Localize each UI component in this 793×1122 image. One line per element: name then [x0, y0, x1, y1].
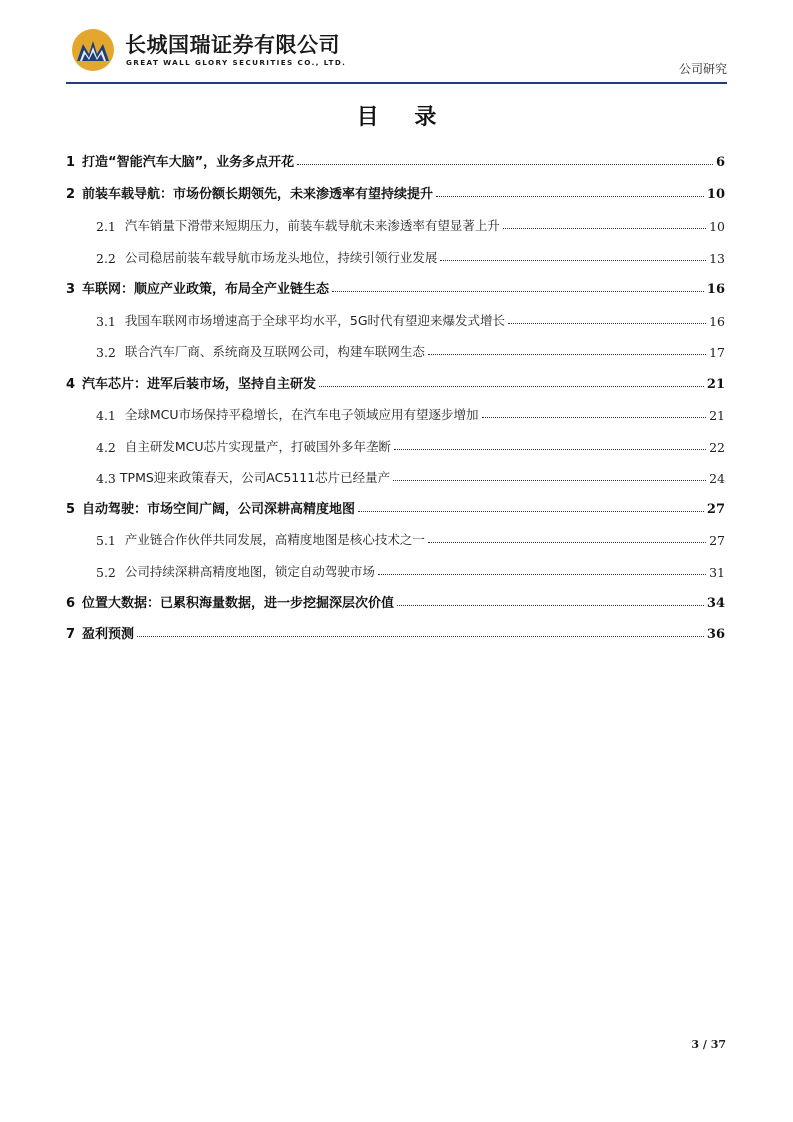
toc-entry-number: 5.2 [96, 565, 116, 580]
toc-entry-text: 自主研发MCU芯片实现量产，打破国外多年垄断 [124, 439, 392, 454]
toc-leader-dots [440, 260, 706, 261]
toc-leader-dots [358, 511, 704, 512]
toc-entry-text: 公司稳居前装车载导航市场龙头地位，持续引领行业发展 [124, 250, 438, 265]
toc-entry-number: 3 [66, 282, 76, 297]
page-header [66, 24, 727, 84]
toc-entry-text: 打造“智能汽车大脑”，业务多点开花 [82, 155, 295, 170]
toc-entry-text: TPMS迎来政策春天，公司AC5111芯片已经量产 [119, 470, 391, 485]
report-type-label: 公司研究 [678, 62, 727, 76]
toc-entry-number: 6 [66, 596, 76, 611]
toc-leader-dots [428, 354, 706, 355]
toc-entry[interactable] [96, 244, 725, 266]
toc-entry-page: 13 [709, 251, 725, 266]
toc-entry[interactable] [96, 433, 725, 455]
toc-entry-number: 2.1 [96, 219, 116, 234]
header-divider [66, 82, 727, 84]
toc-entry-page: 16 [709, 314, 725, 329]
toc-entry-text: 盈利预测 [82, 627, 135, 642]
toc-entry[interactable] [96, 307, 725, 329]
toc-entry-page: 31 [709, 565, 725, 580]
toc-leader-dots [137, 636, 704, 637]
toc-entry-number: 3.2 [96, 345, 116, 360]
toc-entry-number: 5.1 [96, 533, 116, 548]
toc-leader-dots [428, 542, 706, 543]
toc-entry-page: 27 [709, 533, 725, 548]
toc-entry-text: 公司持续深耕高精度地图，锁定自动驾驶市场 [124, 564, 375, 579]
toc-entry-text: 产业链合作伙伴共同发展，高精度地图是核心技术之一 [124, 532, 425, 547]
toc-entry-number: 2 [66, 187, 76, 202]
toc-entry-page: 36 [706, 627, 725, 642]
toc-leader-dots [394, 449, 706, 450]
toc-entry[interactable] [96, 338, 725, 360]
toc-entry-text: 全球MCU市场保持平稳增长，在汽车电子领域应用有望逐步增加 [124, 407, 479, 422]
toc-entry-page: 24 [709, 471, 725, 486]
toc-entry[interactable] [96, 558, 725, 580]
toc-entry-text: 我国车联网市场增速高于全球平均水平，5G时代有望迎来爆发式增长 [124, 313, 506, 328]
toc-entry-page: 17 [709, 345, 725, 360]
toc-entry[interactable] [66, 495, 725, 517]
toc-leader-dots [332, 291, 704, 292]
toc-entry-number: 4.1 [96, 408, 116, 423]
toc-title: 目 录 [356, 105, 451, 130]
company-name-cn: 长城国瑞证券有限公司 [125, 33, 340, 57]
toc-entry-text: 车联网：顺应产业政策，布局全产业链生态 [82, 282, 330, 297]
toc-entry-number: 4.2 [96, 440, 116, 455]
toc-entry-text: 汽车销量下滑带来短期压力，前装车载导航未来渗透率有望显著上升 [124, 218, 500, 233]
toc-entry[interactable] [66, 180, 725, 202]
toc-entry-number: 1 [66, 155, 76, 170]
toc-leader-dots [297, 164, 713, 165]
toc-entry-number: 7 [66, 627, 76, 642]
toc-entry-page: 10 [706, 187, 725, 202]
page-number: 3 / 37 [691, 1038, 726, 1051]
toc-entry[interactable] [96, 464, 725, 486]
toc-leader-dots [436, 196, 704, 197]
toc-leader-dots [378, 574, 706, 575]
toc-entry-number: 2.2 [96, 251, 116, 266]
toc-entry[interactable] [66, 275, 725, 297]
toc-entry-text: 联合汽车厂商、系统商及互联网公司，构建车联网生态 [124, 344, 425, 359]
toc-entry-page: 16 [706, 282, 725, 297]
toc-entry-text: 自动驾驶：市场空间广阔，公司深耕高精度地图 [82, 502, 356, 517]
toc-entry[interactable] [96, 401, 725, 423]
toc-entry[interactable] [66, 620, 725, 642]
toc-entry[interactable] [66, 148, 725, 170]
great-wall-glory-logo-icon [70, 27, 116, 73]
toc-entry-page: 21 [709, 408, 725, 423]
toc-entry-text: 汽车芯片：进军后装市场，坚持自主研发 [82, 377, 317, 392]
toc-entry-page: 27 [706, 502, 725, 517]
toc-entry-text: 位置大数据：已累积海量数据，进一步挖掘深层次价值 [82, 596, 395, 611]
toc-leader-dots [508, 323, 706, 324]
toc-leader-dots [319, 386, 704, 387]
toc-leader-dots [503, 228, 706, 229]
toc-entry[interactable] [66, 589, 725, 611]
toc-entry-number: 4.3 [96, 471, 116, 486]
toc-entry-page: 34 [706, 596, 725, 611]
toc-entry-page: 10 [709, 219, 725, 234]
toc-entry-page: 22 [709, 440, 725, 455]
toc-entry-number: 4 [66, 377, 76, 392]
toc-entry[interactable] [96, 526, 725, 548]
toc-leader-dots [393, 480, 706, 481]
toc-entry-number: 3.1 [96, 314, 116, 329]
company-name-en: GREAT WALL GLORY SECURITIES CO., LTD. [126, 58, 347, 67]
toc-entry[interactable] [96, 212, 725, 234]
toc-leader-dots [482, 417, 707, 418]
toc-entry-page: 6 [715, 155, 725, 170]
toc-leader-dots [397, 605, 704, 606]
toc-entry-number: 5 [66, 502, 76, 517]
toc-entry-page: 21 [706, 377, 725, 392]
toc-entry-text: 前装车载导航：市场份额长期领先，未来渗透率有望持续提升 [82, 187, 434, 202]
toc-entry[interactable] [66, 370, 725, 392]
